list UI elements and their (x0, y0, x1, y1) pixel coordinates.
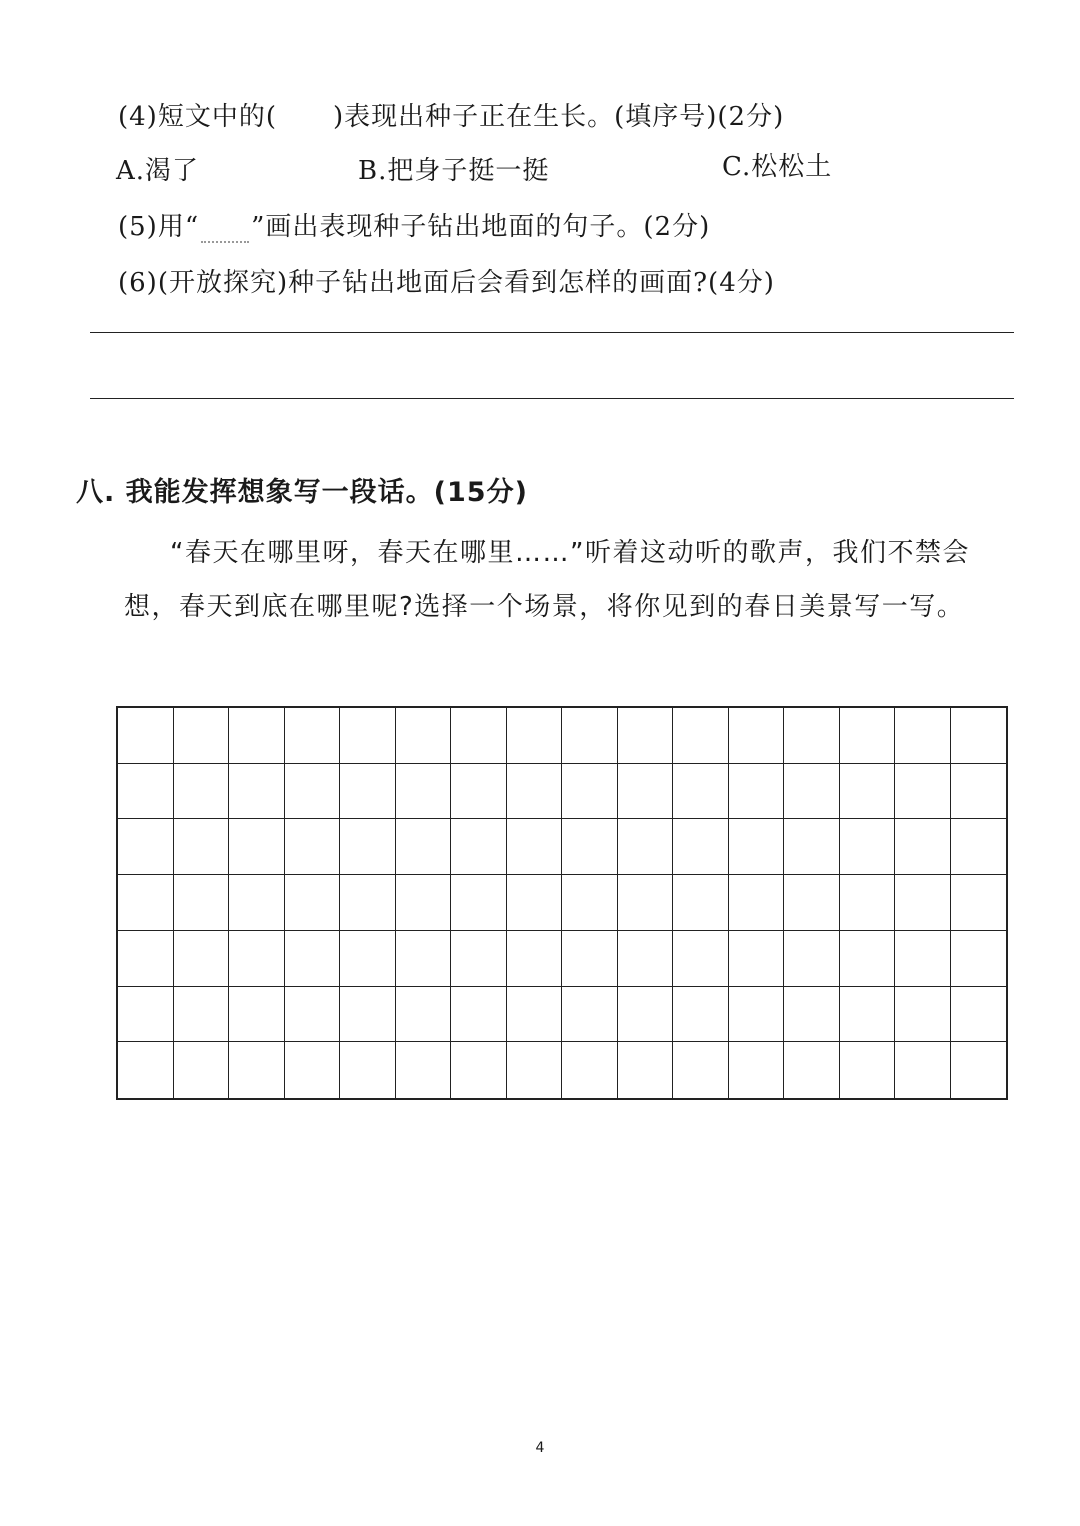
grid-cell[interactable] (340, 1042, 396, 1098)
grid-cell[interactable] (784, 708, 840, 764)
grid-cell[interactable] (229, 764, 285, 820)
grid-cell[interactable] (507, 819, 563, 875)
grid-cell[interactable] (340, 931, 396, 987)
grid-cell[interactable] (784, 764, 840, 820)
q4-stem (118, 96, 784, 133)
grid-cell[interactable] (895, 987, 951, 1043)
grid-cell[interactable] (285, 931, 341, 987)
page-number: 4 (535, 1440, 545, 1456)
grid-cell[interactable] (729, 987, 785, 1043)
grid-cell[interactable] (451, 875, 507, 931)
grid-cell[interactable] (951, 987, 1007, 1043)
grid-cell[interactable] (729, 819, 785, 875)
grid-cell[interactable] (118, 764, 174, 820)
grid-cell[interactable] (229, 1042, 285, 1098)
grid-cell[interactable] (729, 708, 785, 764)
grid-cell[interactable] (229, 875, 285, 931)
grid-cell[interactable] (396, 708, 452, 764)
grid-cell[interactable] (840, 987, 896, 1043)
grid-cell[interactable] (673, 931, 729, 987)
grid-cell[interactable] (729, 1042, 785, 1098)
grid-cell[interactable] (174, 708, 230, 764)
grid-cell[interactable] (118, 987, 174, 1043)
grid-cell[interactable] (562, 931, 618, 987)
grid-cell[interactable] (840, 875, 896, 931)
grid-cell[interactable] (562, 708, 618, 764)
q5-before: (5)用“ (118, 212, 200, 242)
answer-line-1[interactable] (90, 332, 1014, 333)
grid-cell[interactable] (285, 875, 341, 931)
grid-cell[interactable] (118, 708, 174, 764)
grid-cell[interactable] (840, 931, 896, 987)
grid-cell[interactable] (562, 875, 618, 931)
q6-stem: (6)(开放探究)种子钻出地面后会看到怎样的画面?(4分) (118, 268, 775, 298)
grid-cell[interactable] (451, 1042, 507, 1098)
grid-cell[interactable] (673, 764, 729, 820)
grid-cell[interactable] (340, 819, 396, 875)
grid-cell[interactable] (340, 708, 396, 764)
grid-cell[interactable] (618, 931, 674, 987)
grid-cell[interactable] (118, 875, 174, 931)
grid-cell[interactable] (451, 987, 507, 1043)
grid-cell[interactable] (396, 764, 452, 820)
grid-cell[interactable] (562, 987, 618, 1043)
grid-cell[interactable] (895, 708, 951, 764)
grid-cell[interactable] (618, 1042, 674, 1098)
grid-cell[interactable] (507, 764, 563, 820)
grid-cell[interactable] (340, 875, 396, 931)
grid-cell[interactable] (618, 875, 674, 931)
grid-cell[interactable] (618, 764, 674, 820)
grid-cell[interactable] (451, 764, 507, 820)
q4-stem-before: (4)短文中的( (118, 102, 277, 132)
grid-cell[interactable] (229, 708, 285, 764)
grid-cell[interactable] (895, 819, 951, 875)
grid-cell[interactable] (673, 819, 729, 875)
grid-cell[interactable] (285, 1042, 341, 1098)
q4-option-b: B.把身子挺一挺 (358, 156, 550, 186)
grid-cell[interactable] (673, 1042, 729, 1098)
grid-cell[interactable] (174, 819, 230, 875)
grid-cell[interactable] (285, 819, 341, 875)
grid-cell[interactable] (174, 987, 230, 1043)
grid-cell[interactable] (951, 931, 1007, 987)
grid-cell[interactable] (562, 819, 618, 875)
grid-cell[interactable] (784, 1042, 840, 1098)
grid-cell[interactable] (618, 987, 674, 1043)
grid-cell[interactable] (951, 708, 1007, 764)
grid-cell[interactable] (895, 764, 951, 820)
grid-cell[interactable] (507, 708, 563, 764)
section-title: 八. 我能发挥想象写一段话。(15分) (76, 477, 528, 508)
grid-cell[interactable] (784, 875, 840, 931)
grid-cell[interactable] (396, 875, 452, 931)
grid-cell[interactable] (895, 875, 951, 931)
grid-cell[interactable] (229, 987, 285, 1043)
grid-cell[interactable] (285, 708, 341, 764)
grid-cell[interactable] (840, 1042, 896, 1098)
grid-cell[interactable] (507, 987, 563, 1043)
grid-cell[interactable] (174, 875, 230, 931)
grid-cell[interactable] (174, 764, 230, 820)
grid-cell[interactable] (951, 1042, 1007, 1098)
grid-cell[interactable] (174, 931, 230, 987)
grid-cell[interactable] (507, 875, 563, 931)
grid-cell[interactable] (673, 708, 729, 764)
grid-cell[interactable] (396, 987, 452, 1043)
wavy-underline-mark (201, 221, 249, 243)
grid-cell[interactable] (840, 708, 896, 764)
grid-cell[interactable] (673, 875, 729, 931)
grid-cell[interactable] (562, 764, 618, 820)
prompt-line-1: “春天在哪里呀，春天在哪里……”听着这动听的歌声，我们不禁会 (170, 538, 970, 568)
grid-cell[interactable] (951, 875, 1007, 931)
q5-stem (118, 206, 710, 243)
grid-cell[interactable] (507, 1042, 563, 1098)
grid-cell[interactable] (396, 1042, 452, 1098)
grid-cell[interactable] (118, 931, 174, 987)
grid-cell[interactable] (507, 931, 563, 987)
grid-cell[interactable] (784, 931, 840, 987)
grid-cell[interactable] (285, 764, 341, 820)
writing-grid[interactable] (116, 706, 1008, 1100)
grid-cell[interactable] (840, 819, 896, 875)
grid-cell[interactable] (729, 764, 785, 820)
q4-option-a: A.渴了 (116, 156, 200, 186)
q5-after: ”画出表现种子钻出地面的句子。(2分) (251, 212, 711, 242)
grid-cell[interactable] (618, 819, 674, 875)
grid-cell[interactable] (340, 764, 396, 820)
grid-cell[interactable] (784, 987, 840, 1043)
grid-cell[interactable] (451, 819, 507, 875)
grid-cell[interactable] (340, 987, 396, 1043)
grid-cell[interactable] (895, 1042, 951, 1098)
grid-cell[interactable] (118, 819, 174, 875)
grid-cell[interactable] (229, 931, 285, 987)
q4-stem-after: )表现出种子正在生长。(填序号)(2分) (332, 102, 785, 132)
grid-cell[interactable] (229, 819, 285, 875)
grid-cell[interactable] (396, 819, 452, 875)
grid-cell[interactable] (396, 931, 452, 987)
grid-cell[interactable] (673, 987, 729, 1043)
q4-option-c: C.松松土 (722, 152, 833, 182)
grid-cell[interactable] (618, 708, 674, 764)
grid-cell[interactable] (562, 1042, 618, 1098)
grid-cell[interactable] (840, 764, 896, 820)
grid-cell[interactable] (118, 1042, 174, 1098)
grid-cell[interactable] (729, 931, 785, 987)
grid-cell[interactable] (895, 931, 951, 987)
grid-cell[interactable] (451, 931, 507, 987)
grid-cell[interactable] (951, 819, 1007, 875)
grid-cell[interactable] (451, 708, 507, 764)
grid-cell[interactable] (784, 819, 840, 875)
grid-cell[interactable] (174, 1042, 230, 1098)
grid-cell[interactable] (729, 875, 785, 931)
grid-cell[interactable] (285, 987, 341, 1043)
grid-cell[interactable] (951, 764, 1007, 820)
answer-line-2[interactable] (90, 398, 1014, 399)
prompt-line-2: 想，春天到底在哪里呢?选择一个场景，将你见到的春日美景写一写。 (124, 592, 965, 622)
